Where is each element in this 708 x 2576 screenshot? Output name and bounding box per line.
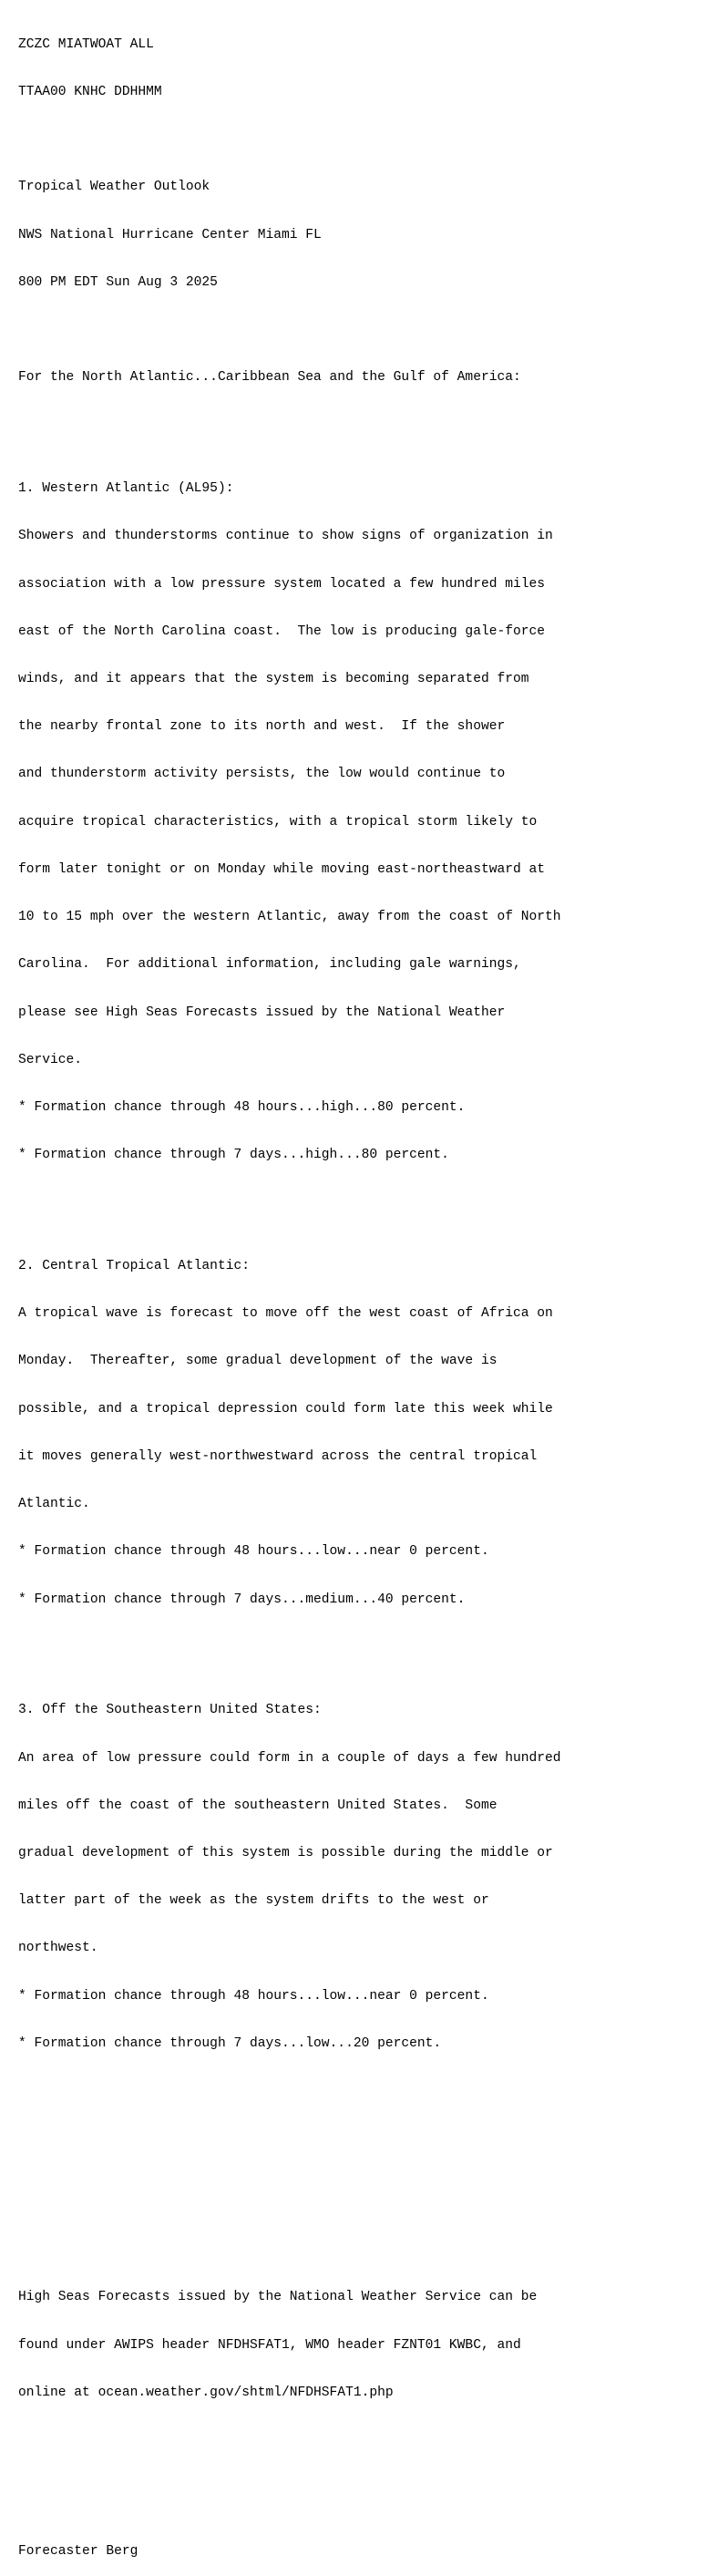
blank-line xyxy=(18,1195,561,1211)
system-1-chance-48h: * Formation chance through 48 hours...high...80 percent. xyxy=(18,1099,466,1115)
system-1-text-line: please see High Seas Forecasts issued by the National Weather xyxy=(18,1005,506,1020)
system-1-text-line: and thunderstorm activity persists, the low would continue to xyxy=(18,767,506,782)
system-1-text-line: association with a low pressure system located a few hundred miles xyxy=(18,576,546,592)
blank-line xyxy=(18,2480,561,2496)
system-3-text-line: gradual development of this system is possible during the middle or xyxy=(18,1846,553,1861)
product-title: Tropical Weather Outlook xyxy=(18,180,210,195)
system-1-heading: 1. Western Atlantic (AL95): xyxy=(18,481,234,497)
blank-line xyxy=(18,323,561,338)
system-3-text-line: latter part of the week as the system drifts to the west or xyxy=(18,1893,489,1909)
system-2-chance-48h: * Formation chance through 48 hours...low...near 0 percent. xyxy=(18,1544,489,1560)
forecaster-signature: Forecaster Berg xyxy=(18,2543,139,2559)
system-2-text-line: it moves generally west-northwestward across the central tropical xyxy=(18,1448,538,1464)
issue-time: 800 PM EDT Sun Aug 3 2025 xyxy=(18,274,218,290)
wmo-header-line-2: TTAA00 KNHC DDHHMM xyxy=(18,85,162,100)
system-3-text-line: An area of low pressure could form in a couple of days a few hundred xyxy=(18,1750,561,1766)
system-1-text-line: winds, and it appears that the system is becoming separated from xyxy=(18,672,529,687)
outlook-text-document xyxy=(18,5,561,2576)
issuing-office: NWS National Hurricane Center Miami FL xyxy=(18,227,322,242)
blank-line xyxy=(18,2179,561,2195)
system-1-text-line: acquire tropical characteristics, with a tropical storm likely to xyxy=(18,814,538,829)
blank-line xyxy=(18,2227,561,2242)
wmo-header-line-1: ZCZC MIATWOAT ALL xyxy=(18,36,154,52)
system-2-text-line: Atlantic. xyxy=(18,1497,90,1512)
high-seas-text-line: found under AWIPS header NFDHSFAT1, WMO header FZNT01 KWBC, and xyxy=(18,2337,521,2353)
blank-line xyxy=(18,132,561,148)
coverage-intro: For the North Atlantic...Caribbean Sea and the Gulf of America: xyxy=(18,370,521,386)
system-1-chance-7d: * Formation chance through 7 days...high...80 percent. xyxy=(18,1148,449,1163)
high-seas-text-line: online at ocean.weather.gov/shtml/NFDHSFAT1.php xyxy=(18,2385,394,2400)
system-2-text-line: Monday. Thereafter, some gradual development of the wave is xyxy=(18,1354,498,1369)
system-1-text-line: Service. xyxy=(18,1052,83,1067)
blank-line xyxy=(18,2433,561,2448)
blank-line xyxy=(18,2131,561,2147)
system-1-text-line: 10 to 15 mph over the western Atlantic, away from the coast of North xyxy=(18,910,561,925)
blank-line xyxy=(18,2084,561,2099)
blank-line xyxy=(18,418,561,434)
blank-line xyxy=(18,1640,561,1655)
system-1-text-line: east of the North Carolina coast. The low is producing gale-force xyxy=(18,623,546,639)
system-2-text-line: possible, and a tropical depression could form late this week while xyxy=(18,1401,553,1417)
high-seas-text-line: High Seas Forecasts issued by the National Weather Service can be xyxy=(18,2290,538,2305)
system-3-chance-48h: * Formation chance through 48 hours...low...near 0 percent. xyxy=(18,1988,489,2004)
system-1-text-line: Showers and thunderstorms continue to show signs of organization in xyxy=(18,529,553,544)
system-2-heading: 2. Central Tropical Atlantic: xyxy=(18,1259,250,1274)
system-3-chance-7d: * Formation chance through 7 days...low...20 percent. xyxy=(18,2035,442,2051)
system-2-text-line: A tropical wave is forecast to move off the west coast of Africa on xyxy=(18,1306,553,1322)
system-2-chance-7d: * Formation chance through 7 days...medium...40 percent. xyxy=(18,1592,466,1607)
system-1-text-line: Carolina. For additional information, including gale warnings, xyxy=(18,957,521,973)
system-1-text-line: the nearby frontal zone to its north and west. If the shower xyxy=(18,719,506,735)
system-1-text-line: form later tonight or on Monday while moving east-northeastward at xyxy=(18,861,546,877)
system-3-heading: 3. Off the Southeastern United States: xyxy=(18,1703,322,1718)
system-3-text-line: northwest. xyxy=(18,1941,98,1956)
system-3-text-line: miles off the coast of the southeastern United States. Some xyxy=(18,1798,498,1813)
